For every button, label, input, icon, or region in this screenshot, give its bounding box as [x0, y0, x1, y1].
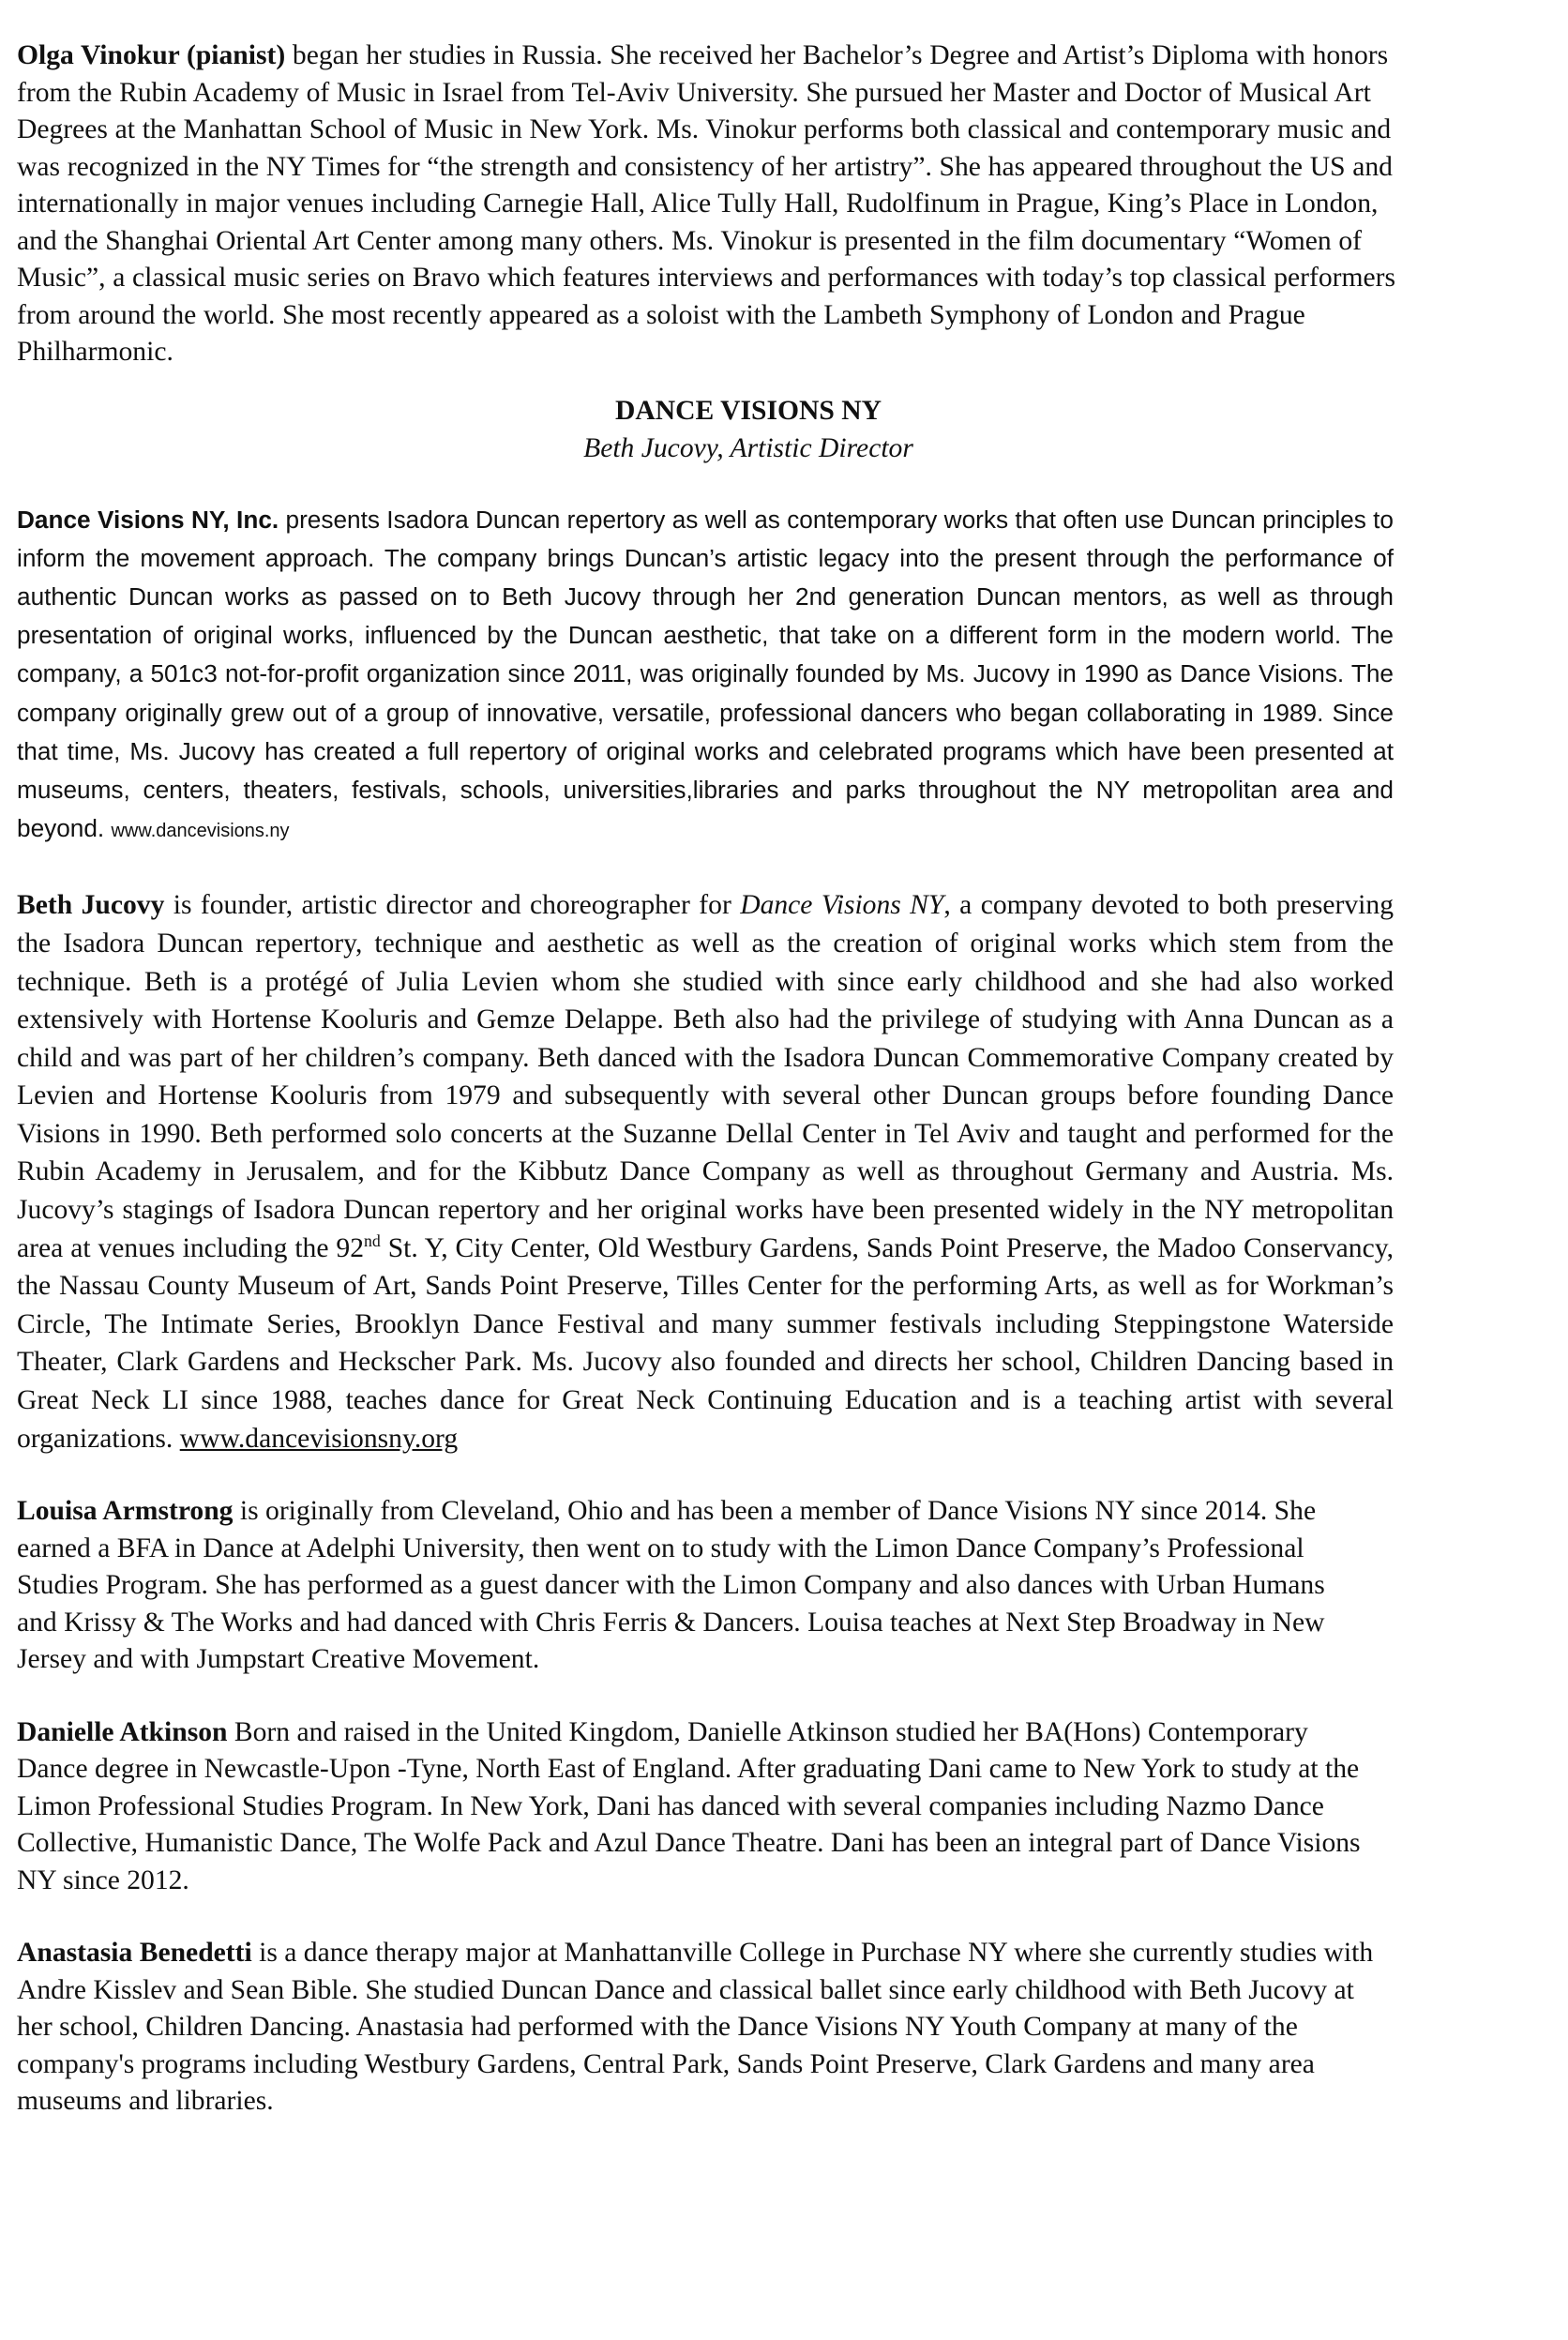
company-name: Dance Visions NY, Inc. [17, 505, 279, 534]
company-text: presents Isadora Duncan repertory as well as contemporary works that often use Duncan principles to inform the movement approach. The company brings Duncan’s artistic legacy into the present through the performance of authentic Duncan works as passed on to Beth Jucovy through her 2nd generation Duncan mentors, as well as through presentation of original works, influenced by the Duncan aesthetic, that take on a different form in the modern world. The company, a 501c3 not-for-profit organization since 2011, was originally founded by Ms. Jucovy in 1990 as Dance Visions. The company originally grew out of a group of innovative, versatile, professional dancers who began collaborating in 1989. Since that time, Ms. Jucovy has created a full repertory of original works and celebrated programs which have been presented at museums, centers, theaters, festivals, schools, universities,libraries and parks throughout the NY metropolitan area and beyond. [17, 505, 1394, 843]
company-url: www.dancevisions.ny [111, 821, 290, 842]
company-name-italic: Dance Visions NY [740, 890, 944, 921]
bio-text: is founder, artistic director and choreographer for [164, 890, 741, 921]
bio-vinokur [17, 38, 1424, 371]
bio-name: Danielle Atkinson [17, 1716, 228, 1747]
bio-text: began her studies in Russia. She received her Bachelor’s Degree and Artist’s Diploma with honors from the Rubin Academy of Music in Israel from Tel-Aviv University. She pursued her Master and Doctor of Musical Art Degrees at the Manhattan School of Music in New York. Ms. Vinokur performs both classical and contemporary music and was recognized in the NY Times for “the strength and consistency of her artistry”. She has appeared throughout the US and internationally in major venues including Carnegie Hall, Alice Tully Hall, Rudolfinum in Prague, King’s Place in London, and the Shanghai Oriental Art Center among many others. Ms. Vinokur is presented in the film documentary “Women of Music”, a classical music series on Bravo which features interviews and performances with today’s top classical performers from around the world. She most recently appeared as a soloist with the Lambeth Symphony of London and Prague Philharmonic. [17, 40, 1396, 367]
bio-text: is a dance therapy major at Manhattanville College in Purchase NY where she currently studies with Andre Kisslev and Sean Bible. She studied Duncan Dance and classical ballet since early childhood with Beth Jucovy at her school, Children Dancing. Anastasia had performed with the Dance Visions NY Youth Company at many of the company's programs including Westbury Gardens, Central Park, Sands Point Preserve, Clark Gardens and many area museums and libraries. [17, 1938, 1374, 2117]
bio-text: Born and raised in the United Kingdom, Danielle Atkinson studied her BA(Hons) Contemporary Dance degree in Newcastle-Upon -Tyne, North East of England. After graduating Dani came to New York to study at the Limon Professional Studies Program. In New York, Dani has danced with several companies including Nazmo Dance Collective, Humanistic Dance, The Wolfe Pack and Azul Dance Theatre. Dani has been an integral part of Dance Visions NY since 2012. [17, 1716, 1361, 1895]
company-title: DANCE VISIONS NY [615, 395, 882, 426]
company-subtitle: Beth Jucovy, Artistic Director [583, 432, 913, 463]
bio-atkinson [17, 1714, 1377, 1900]
bio-text: is originally from Cleveland, Ohio and has been a member of Dance Visions NY since 2014. She earned a BFA in Dance at Adelphi University, then went on to study with the Limon Dance Company’s Professional Studies Program. She has performed as a guest dancer with the Limon Company and also dances with Urban Humans and Krissy & The Works and had danced with Chris Ferris & Dancers. Louisa teaches at Next Step Broadway in New Jersey and with Jumpstart Creative Movement. [17, 1496, 1325, 1675]
bio-name: Olga Vinokur (pianist) [17, 40, 286, 70]
bio-name: Louisa Armstrong [17, 1496, 234, 1527]
bio-armstrong [17, 1493, 1367, 1679]
company-header [17, 392, 1480, 467]
bio-text: St. Y, City Center, Old Westbury Gardens, Sands Point Preserve, the Madoo Conservancy, the Nassau County Museum of Art, Sands Point Preserve, Tilles Center for the performing Arts, as well as for Workman’s Circle, The Intimate Series, Brooklyn Dance Festival and many summer festivals including Steppingstone Waterside Theater, Clark Gardens and Heckscher Park. Ms. Jucovy also founded and directs her school, Children Dancing based in Great Neck LI since 1988, teaches dance for Great Neck Continuing Education and is a teaching artist with several organizations. [17, 1232, 1394, 1454]
bio-benedetti [17, 1935, 1395, 2121]
bio-name: Beth Jucovy [17, 890, 165, 921]
bio-name: Anastasia Benedetti [17, 1938, 252, 1969]
program-page [17, 38, 1480, 2121]
bio-text: , a company devoted to both preserving the Isadora Duncan repertory, technique and aesthetic as well as the creation of original works which stem from the technique. Beth is a protégé of Julia Levien whom she studied with since early childhood and she had also worked extensively with Hortense Kooluris and Gemze Delappe. Beth also had the privilege of studying with Anna Duncan as a child and was part of her children’s company. Beth danced with the Isadora Duncan Commemorative Company created by Levien and Hortense Kooluris from 1979 and subsequently with several other Duncan groups before founding Dance Visions in 1990. Beth performed solo concerts at the Suzanne Dellal Center in Tel Aviv and taught and performed for the Rubin Academy in Jerusalem, and for the Kibbutz Dance Company as well as throughout Germany and Austria. Ms. Jucovy’s stagings of Isadora Duncan repertory and her original works have been presented widely in the NY metropolitan area at venues including the 92 [17, 890, 1394, 1263]
website-link[interactable]: www.dancevisionsny.org [179, 1423, 459, 1454]
company-description [17, 501, 1394, 852]
ordinal-suffix: nd [364, 1230, 381, 1250]
bio-jucovy [17, 886, 1394, 1457]
